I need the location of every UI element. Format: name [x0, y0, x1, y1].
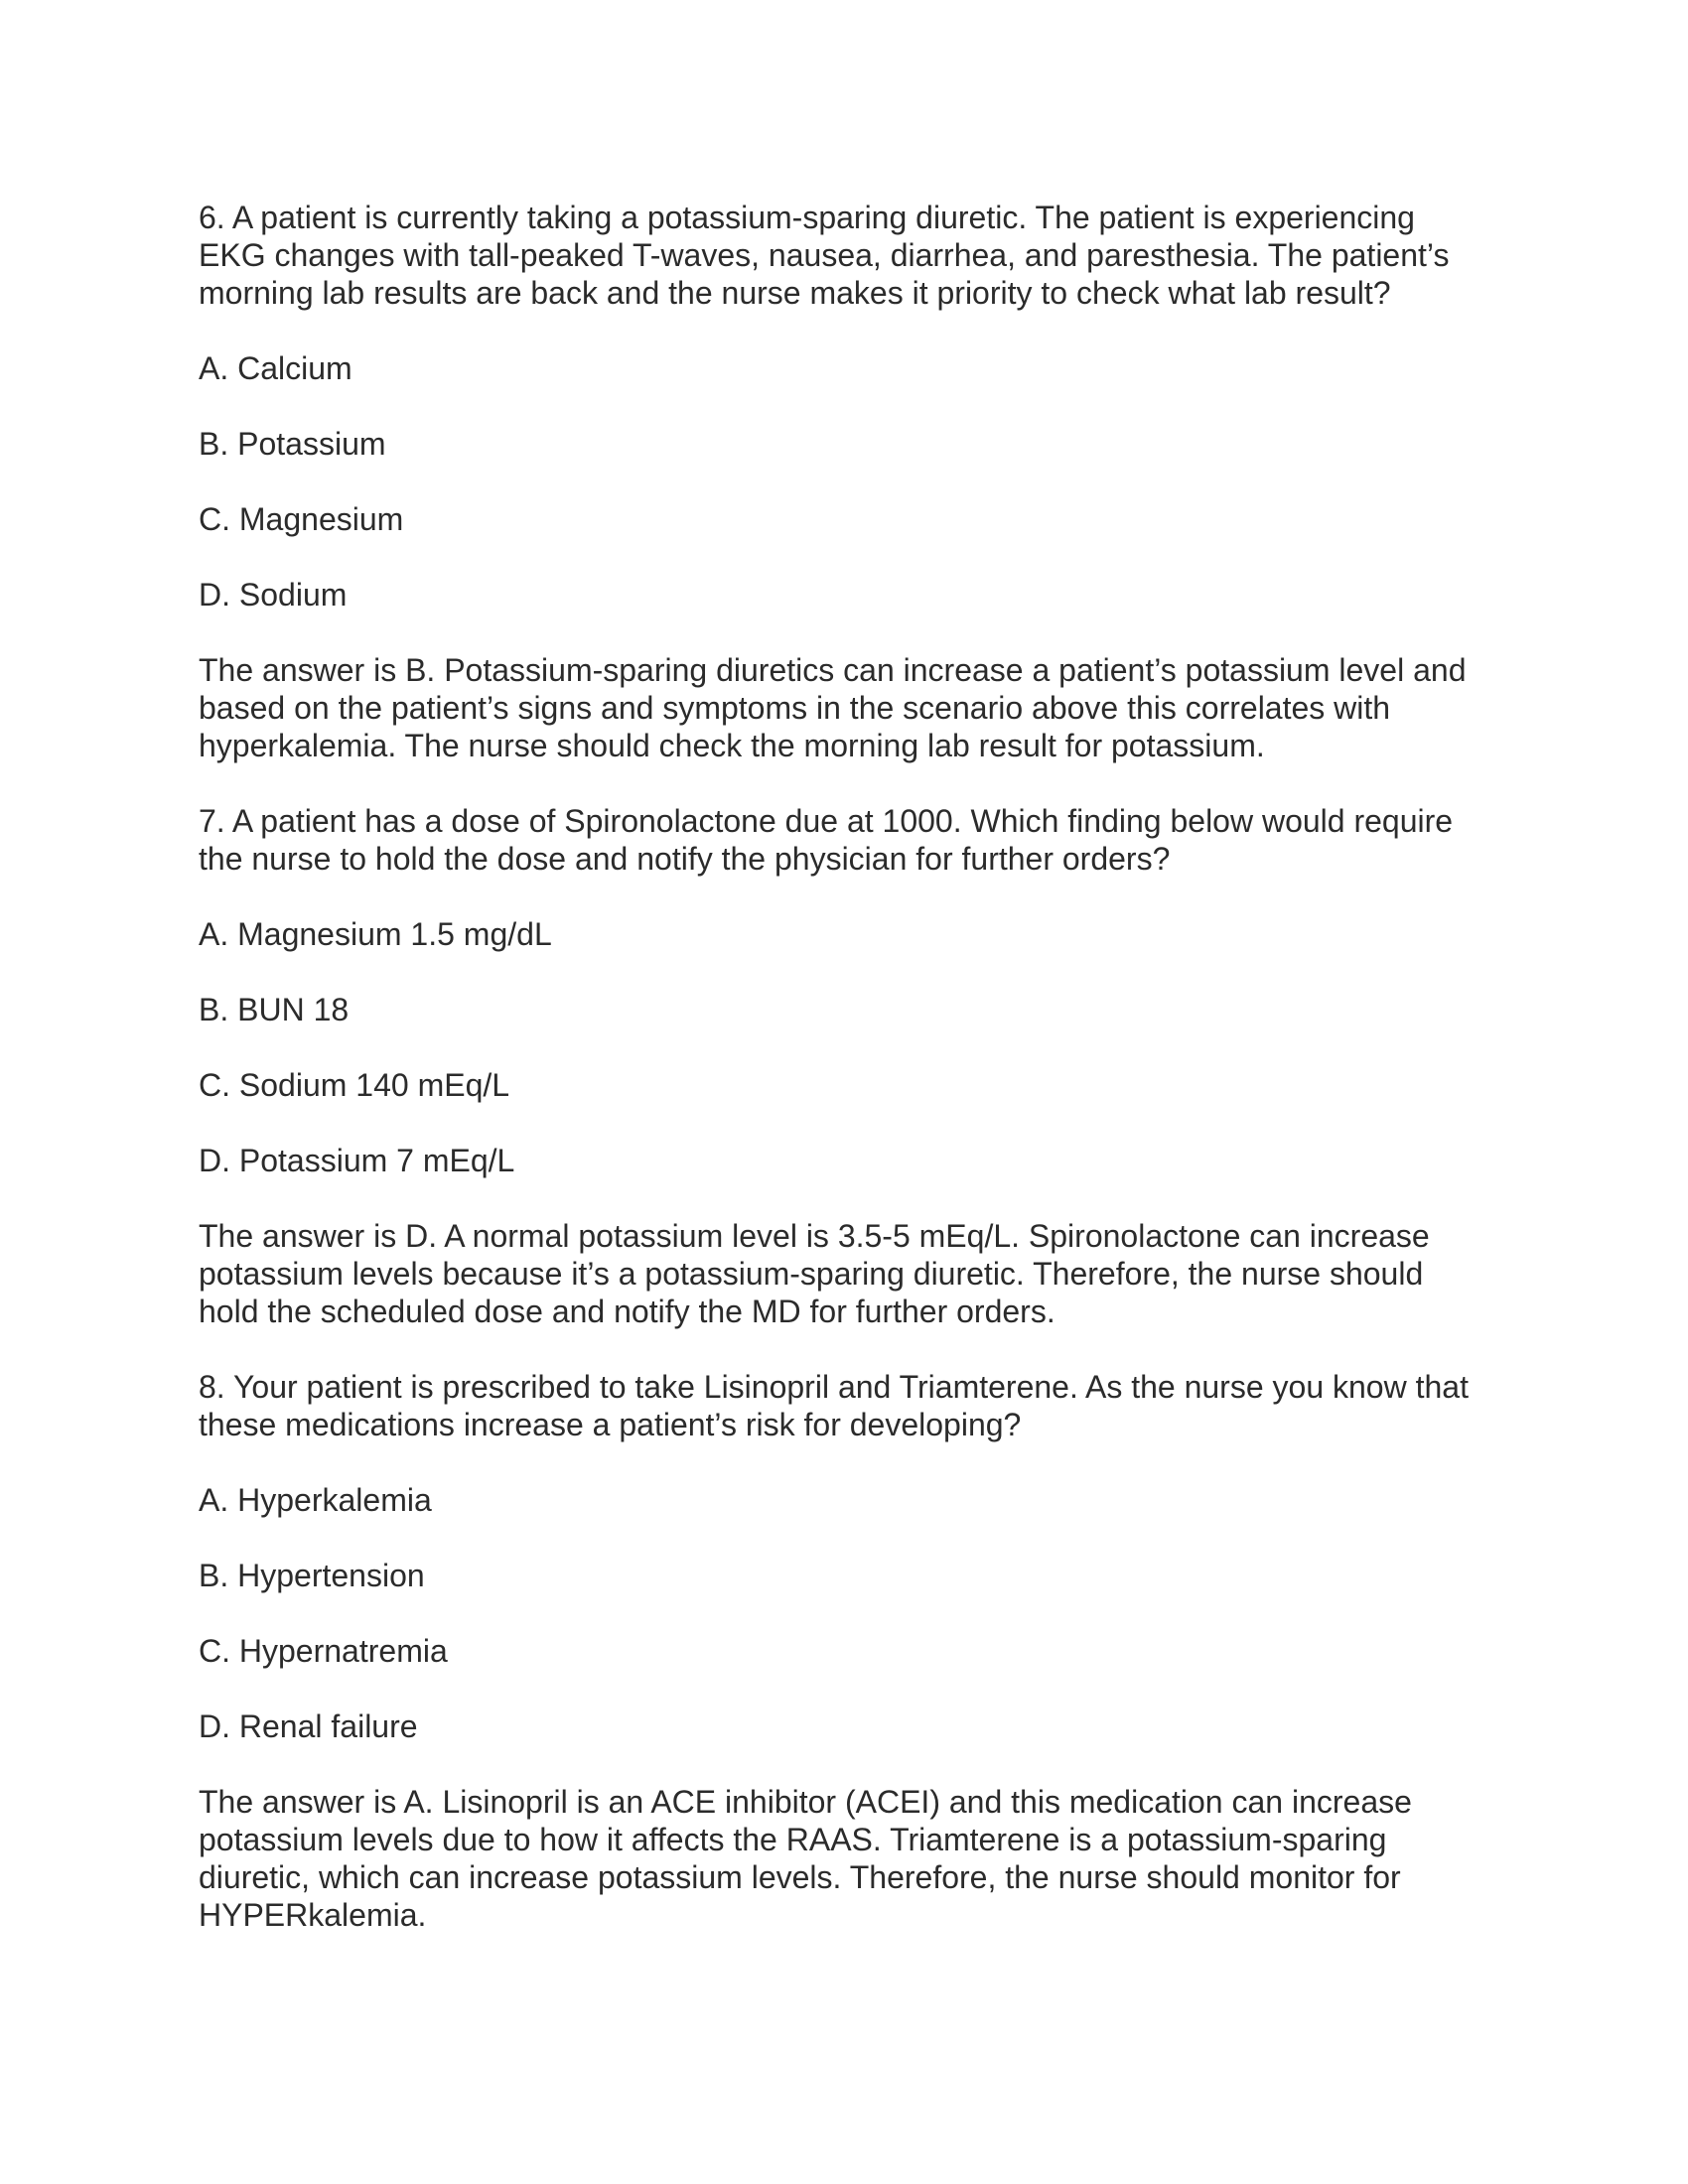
answer-option-a: A. Calcium	[199, 350, 352, 386]
answer-option-d: D. Renal failure	[199, 1708, 418, 1744]
answer-option-a: A. Hyperkalemia	[199, 1482, 432, 1518]
question-text: 6. A patient is currently taking a potassium-sparing diuretic. The patient is experiencing EKG changes with tall-peaked T-waves, nausea, diarrhea, and paresthesia. The patient’s morning lab results are back and the nurse makes it priority to check what lab result?	[199, 200, 1450, 311]
question-block-6	[199, 199, 1489, 764]
question-text: 7. A patient has a dose of Spironolactone due at 1000. Which finding below would require the nurse to hold the dose and notify the physician for further orders?	[199, 803, 1454, 877]
answer-option-b: B. BUN 18	[199, 992, 350, 1027]
answer-option-d: D. Sodium	[199, 577, 348, 613]
answer-explanation: The answer is D. A normal potassium level is 3.5-5 mEq/L. Spironolactone can increase potassium levels because it’s a potassium-sparing diuretic. Therefore, the nurse should hold the scheduled dose and notify the MD for further orders.	[199, 1218, 1430, 1329]
answer-option-b: B. Potassium	[199, 426, 386, 462]
answer-explanation: The answer is B. Potassium-sparing diuretics can increase a patient’s potassium level and based on the patient’s signs and symptoms in the scenario above this correlates with hyperkalemia. The nurse should check the morning lab result for potassium.	[199, 652, 1467, 763]
answer-option-d: D. Potassium 7 mEq/L	[199, 1143, 515, 1178]
answer-explanation: The answer is A. Lisinopril is an ACE inhibitor (ACEI) and this medication can increase potassium levels due to how it affects the RAAS. Triamterene is a potassium-sparing diuretic, which can increase potassium levels. Therefore, the nurse should monitor for HYPERkalemia.	[199, 1784, 1412, 1933]
answer-option-a: A. Magnesium 1.5 mg/dL	[199, 916, 552, 952]
question-block-7	[199, 802, 1489, 1330]
question-block-8	[199, 1368, 1489, 1934]
answer-option-c: C. Magnesium	[199, 501, 404, 537]
answer-option-b: B. Hypertension	[199, 1558, 425, 1593]
document-body	[199, 199, 1489, 1972]
question-text: 8. Your patient is prescribed to take Lisinopril and Triamterene. As the nurse you know that these medications increase a patient’s risk for developing?	[199, 1369, 1469, 1442]
answer-option-c: C. Hypernatremia	[199, 1633, 448, 1669]
answer-option-c: C. Sodium 140 mEq/L	[199, 1067, 510, 1103]
